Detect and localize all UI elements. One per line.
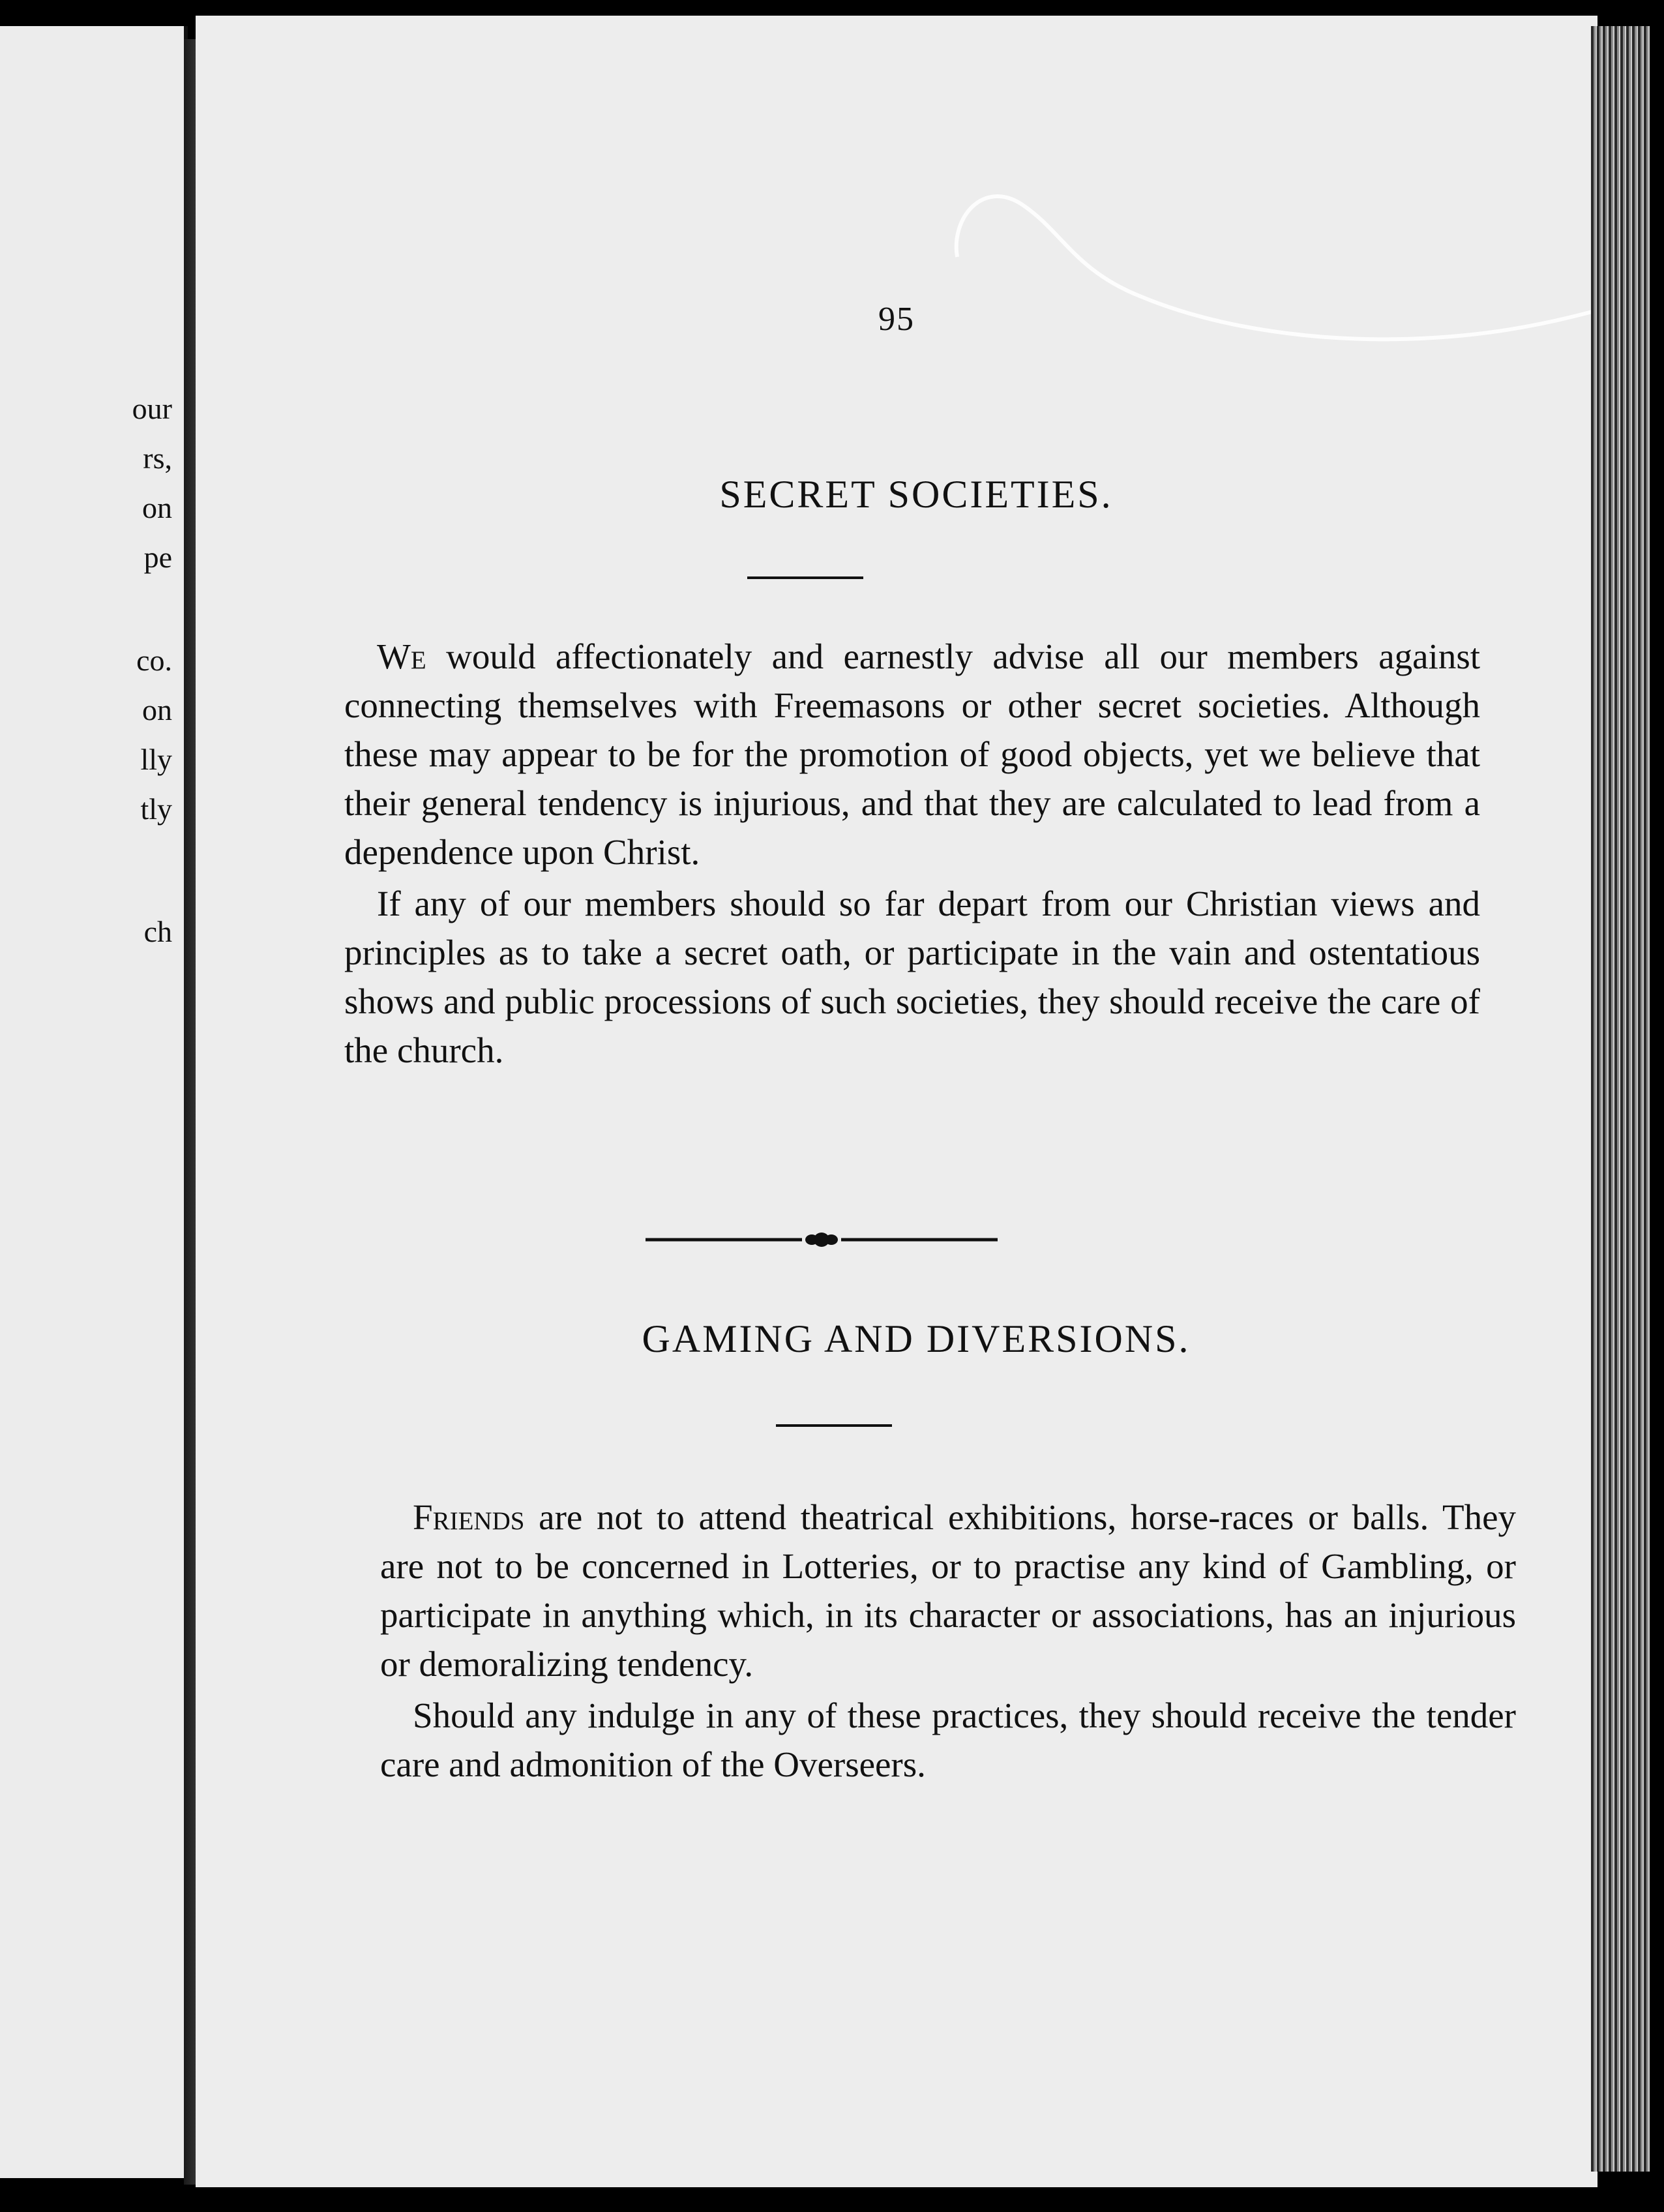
page-number: 95 [878,301,915,338]
paragraph-lead: Friends [413,1497,525,1537]
page-edge-stack [1591,26,1650,2172]
paragraph [380,1493,1516,1688]
left-page-fragment: rs, [143,441,172,475]
left-page-fragment: lly [140,743,172,776]
section-body-secret-societies [344,632,1480,1075]
left-page-fragment: our [132,392,172,425]
paragraph-text: If any of our members should so far depart from our Christian views and principles as to take a secret oath, or participate in the vain and ostentatious shows and public processions of such societies, they should receive the care of the church. [344,884,1480,1070]
left-page-fragment: on [142,693,172,726]
left-page-fragment: tly [140,792,172,826]
paragraph-text: Should any indulge in any of these practices, they should receive the tender care and admonition of the Overseers. [380,1696,1516,1784]
section-heading-secret-societies: SECRET SOCIETIES. [719,473,1113,516]
left-facing-page [0,26,188,2178]
paragraph [344,632,1480,876]
main-page [196,16,1597,2187]
paragraph-lead: We [377,636,426,676]
section-body-gaming-and-diversions [380,1493,1516,1789]
heading-rule [776,1424,892,1427]
paragraph [380,1691,1516,1789]
scan-scratch-mark [944,179,1597,374]
section-divider-ornament [646,1230,998,1249]
heading-rule [747,576,863,579]
section-heading-gaming-and-diversions: GAMING AND DIVERSIONS. [642,1317,1191,1360]
left-page-fragment: co. [136,644,172,677]
paragraph-text: would affectionately and earnestly advise all our members against connecting themselves with Freemasons or other secret societies. Although these may appear to be for the promotion of good objects, yet we believe that their general tendency is injurious, and that they are calculated to lead from a dependence upon Christ. [344,636,1480,872]
paragraph [344,879,1480,1075]
left-page-fragment: ch [143,915,172,948]
left-page-fragment: on [142,491,172,524]
paragraph-text: are not to attend theatrical exhibitions, horse-races or balls. They are not to be concerned in Lotteries, or to practise any kind of Gambling, or participate in anything which, in its character or associations, has an injurious or demoralizing tendency. [380,1497,1516,1684]
left-page-fragment: pe [143,541,172,574]
